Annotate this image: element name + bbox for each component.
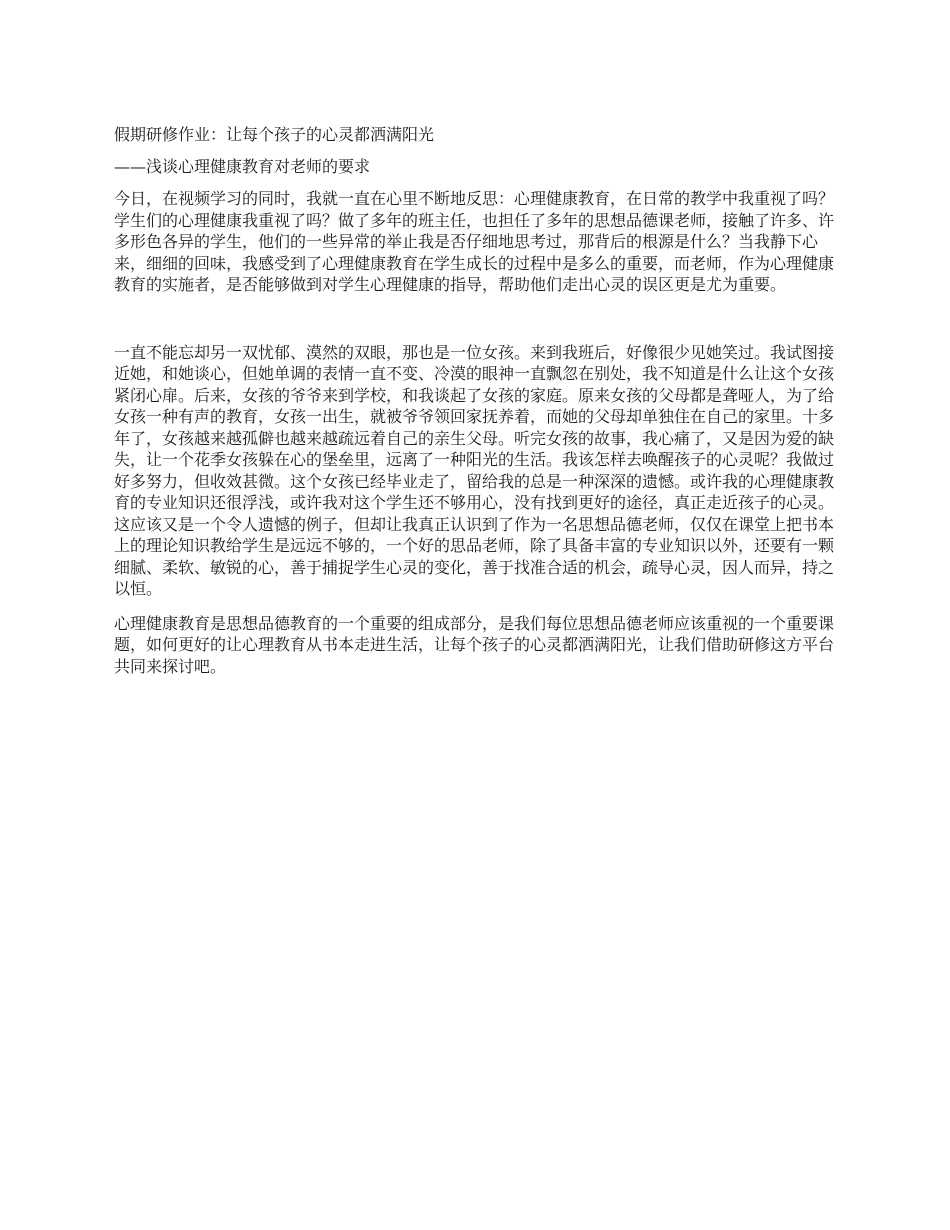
document-subtitle: ——浅谈心理健康教育对老师的要求 — [114, 157, 371, 176]
document-title: 假期研修作业：让每个孩子的心灵都洒满阳光 — [114, 125, 435, 144]
paragraph-conclusion: 心理健康教育是思想品德教育的一个重要的组成部分，是我们每位思想品德老师应该重视的一个重要课题，如何更好的让心理教育从书本走进生活，让每个孩子的心灵都洒满阳光，让我们借助研修这方平台共同来探讨吧。 — [114, 613, 835, 676]
paragraph-story: 一直不能忘却另一双忧郁、漠然的双眼，那也是一位女孩。来到我班后，好像很少见她笑过。我试图接近她，和她谈心，但她单调的表情一直不变、冷漠的眼神一直飘忽在别处，我不知道是什么让这个女孩紧闭心扉。后来，女孩的爷爷来到学校，和我谈起了女孩的家庭。原来女孩的父母都是聋哑人，为了给女孩一种有声的教育，女孩一出生，就被爷爷领回家抚养着，而她的父母却单独住在自己的家里。十多年了，女孩越来越孤僻也越来越疏远着自己的亲生父母。听完女孩的故事，我心痛了，又是因为爱的缺失，让一个花季女孩躲在心的堡垒里，远离了一种阳光的生活。我该怎样去唤醒孩子的心灵呢？我做过好多努力，但收效甚微。这个女孩已经毕业走了，留给我的总是一种深深的遗憾。或许我的心理健康教育的专业知识还很浮浅，或许我对这个学生还不够用心，没有找到更好的途径，真正走近孩子的心灵。这应该又是一个令人遗憾的例子，但却让我真正认识到了作为一名思想品德老师，仅仅在课堂上把书本上的理论知识教给学生是远远不够的，一个好的思品老师，除了具备丰富的专业知识以外，还要有一颗细腻、柔软、敏锐的心，善于捕捉学生心灵的变化，善于找准合适的机会，疏导心灵，因人而异，持之以恒。 — [114, 342, 835, 598]
paragraph-reflection: 今日，在视频学习的同时，我就一直在心里不断地反思：心理健康教育，在日常的教学中我重视了吗？学生们的心理健康我重视了吗？做了多年的班主任，也担任了多年的思想品德课老师，接触了许多、许多形色各异的学生，他们的一些异常的举止我是否仔细地思考过，那背后的根源是什么？当我静下心来，细细的回味，我感受到了心理健康教育在学生成长的过程中是多么的重要，而老师，作为心理健康教育的实施者，是否能够做到对学生心理健康的指导，帮助他们走出心灵的误区更是尤为重要。 — [114, 189, 835, 294]
paragraph-spacer — [114, 309, 844, 342]
document-page — [114, 124, 844, 690]
